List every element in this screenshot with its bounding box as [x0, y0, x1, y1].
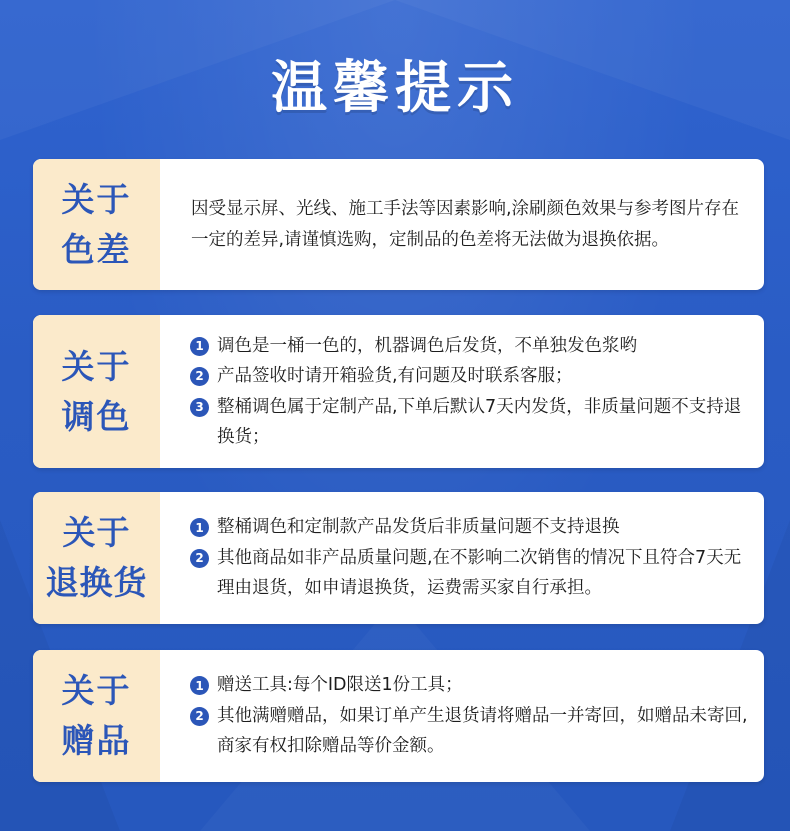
- number-badge: 2: [190, 707, 209, 726]
- list-item: [190, 701, 750, 762]
- list-item: [190, 331, 750, 362]
- card-label-line2: 色差: [61, 229, 132, 269]
- number-badge: 2: [190, 367, 209, 386]
- card-label: [33, 159, 160, 290]
- page-title: 温馨提示: [271, 56, 519, 121]
- list-item-text: 赠送工具:每个ID限送1份工具；: [217, 675, 463, 696]
- card-body: [160, 315, 764, 468]
- card-color-difference: [33, 159, 764, 290]
- list-item: [190, 670, 750, 701]
- card-label-line1: 关于: [61, 671, 132, 710]
- list-item-text: 整桶调色和定制款产品发货后非质量问题不支持退换: [217, 517, 620, 538]
- list-item-text: 其他商品如非产品质量问题,在不影响二次销售的情况下且符合7天无理由退货，如申请退换货，运费需买家自行承担。: [217, 547, 742, 599]
- list-item: [190, 361, 750, 392]
- list-item-text: 其他满赠赠品，如果订单产生退货请将赠品一并寄回，如赠品未寄回,商家有权扣除赠品等价金额。: [217, 705, 748, 757]
- card-body: [160, 650, 764, 782]
- number-badge: 2: [190, 549, 209, 568]
- card-text: 因受显示屏、光线、施工手法等因素影响,涂刷颜色效果与参考图片存在一定的差异,请谨慎选购，定制品的色差将无法做为退换依据。: [191, 199, 740, 250]
- card-gifts: [33, 650, 764, 782]
- card-body: [160, 492, 764, 624]
- card-color-mixing: [33, 315, 764, 468]
- card-label-line2: 赠品: [61, 721, 132, 760]
- card-body: [160, 159, 764, 290]
- list-item: [190, 543, 750, 604]
- number-badge: 1: [190, 337, 209, 356]
- card-label-line1: 关于: [61, 179, 132, 219]
- list-item-text: 产品签收时请开箱验货,有问题及时联系客服；: [217, 366, 573, 386]
- card-label: [33, 315, 160, 468]
- number-badge: 3: [190, 398, 209, 417]
- card-label-line1: 关于: [61, 346, 132, 386]
- list-item-text: 整桶调色属于定制产品,下单后默认7天内发货，非质量问题不支持退换货；: [217, 396, 742, 447]
- card-label: [33, 492, 160, 624]
- list-item: [190, 392, 750, 453]
- card-returns: [33, 492, 764, 624]
- list-item: [190, 512, 750, 543]
- card-label-line2: 调色: [61, 396, 132, 436]
- list-item-text: 调色是一桶一色的，机器调色后发货，不单独发色浆哟: [217, 335, 637, 356]
- card-label-line1: 关于: [62, 513, 131, 552]
- card-label-line2: 退换货: [45, 563, 148, 602]
- number-badge: 1: [190, 676, 209, 695]
- card-label: [33, 650, 160, 782]
- number-badge: 1: [190, 518, 209, 537]
